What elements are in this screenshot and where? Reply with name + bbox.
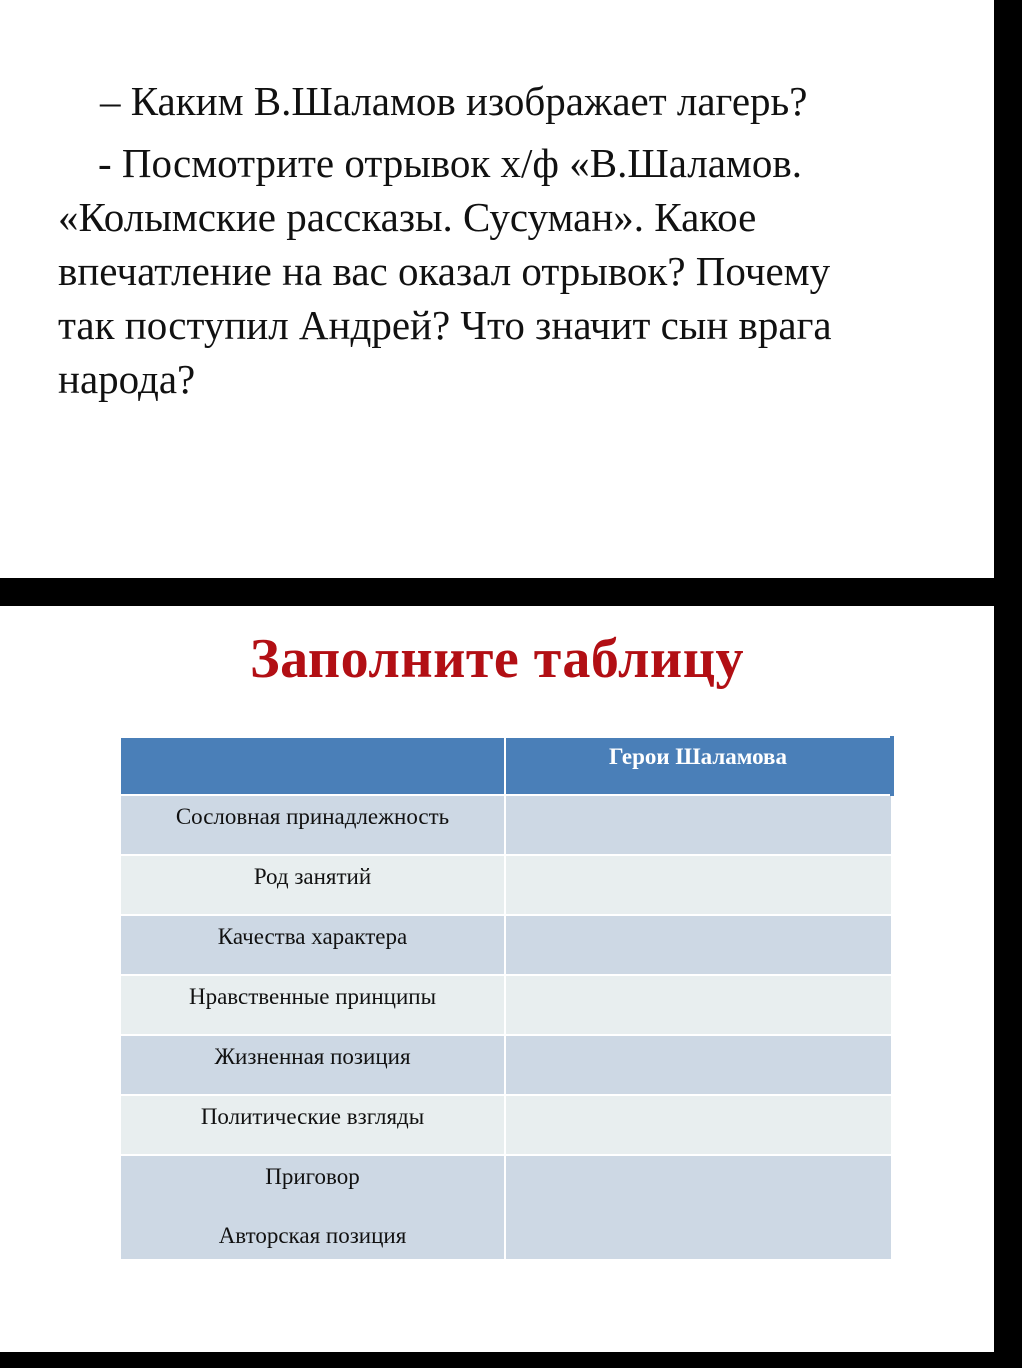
row-label: Приговор (265, 1164, 360, 1189)
table-row (120, 1035, 892, 1095)
row-label-multi (120, 1155, 505, 1260)
row-label: Сословная принадлежность (120, 795, 505, 855)
row-value-cell[interactable] (505, 975, 892, 1035)
slide-table (0, 606, 994, 1352)
row-label: Качества характера (120, 915, 505, 975)
row-label: Нравственные принципы (120, 975, 505, 1035)
row-value-cell[interactable] (505, 1095, 892, 1155)
row-value-cell[interactable] (505, 855, 892, 915)
question-camp-depiction: – Каким В.Шаламов изображает лагерь? (100, 78, 808, 124)
question-line: так поступил Андрей? Что значит сын врага (58, 302, 832, 348)
slide-title: Заполните таблицу (250, 628, 744, 690)
table-row (120, 795, 892, 855)
table-row (120, 855, 892, 915)
row-value-cell[interactable] (505, 1155, 892, 1260)
table-row (120, 1095, 892, 1155)
question-line: народа? (58, 356, 196, 402)
table-header-row (120, 737, 892, 795)
slide-questions (0, 0, 994, 578)
row-value-cell[interactable] (505, 1035, 892, 1095)
question-film-excerpt (58, 136, 918, 406)
row-label: Род занятий (120, 855, 505, 915)
question-line: впечатление на вас оказал отрывок? Почему (58, 248, 831, 294)
row-value-cell[interactable] (505, 795, 892, 855)
table-row (120, 1155, 892, 1260)
row-value-cell[interactable] (505, 915, 892, 975)
question-line: - Посмотрите отрывок х/ф «В.Шаламов. (98, 140, 802, 186)
row-label: Политические взгляды (120, 1095, 505, 1155)
row-label: Жизненная позиция (120, 1035, 505, 1095)
question-line: «Колымские рассказы. Сусуман». Какое (58, 194, 757, 240)
heroes-table (119, 736, 894, 1261)
table-header-heroes: Герои Шаламова (505, 737, 892, 795)
table-header-empty (120, 737, 505, 795)
row-label: Авторская позиция (218, 1223, 407, 1248)
table-row (120, 975, 892, 1035)
table-row (120, 915, 892, 975)
